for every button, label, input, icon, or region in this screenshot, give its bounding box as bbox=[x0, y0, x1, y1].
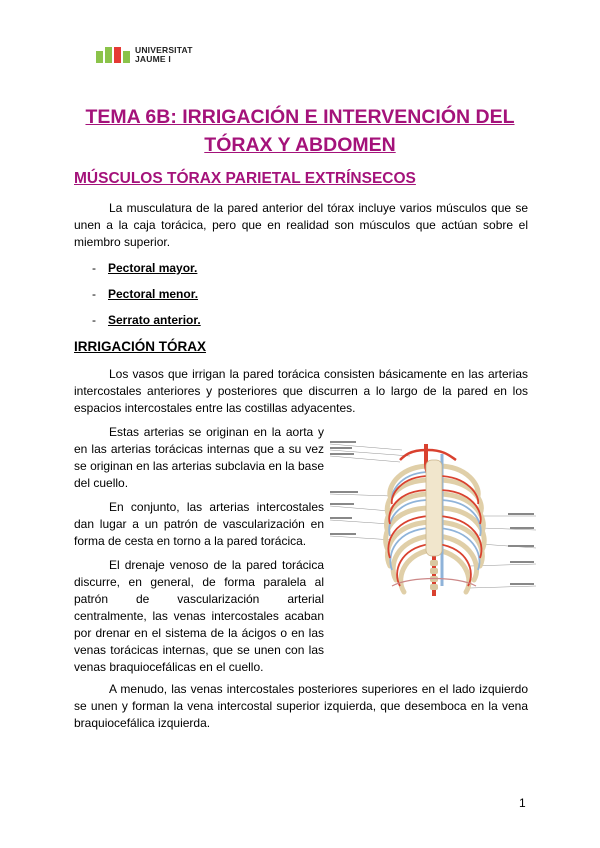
paragraph: En conjunto, las arterias intercostales dan lugar a un patrón de vascularización en forma de cesta en torno a la pared torácica. bbox=[74, 500, 324, 548]
paragraph: El drenaje venoso de la pared torácica discurre, en general, de forma paralela al patrón de vascularización arterial centralmente, las venas intercostales acaban por drenar en el sistema de la ácigos o en las venas torácicas internas, que se unen con las venas braquiocefálicas en el cuello. bbox=[74, 558, 324, 674]
section2-heading: IRRIGACIÓN TÓRAX bbox=[74, 339, 207, 354]
title-line2: TÓRAX Y ABDOMEN bbox=[204, 134, 396, 156]
page-title bbox=[60, 103, 540, 159]
logo-line2: JAUME I bbox=[135, 54, 171, 64]
bullet-text: Serrato anterior. bbox=[108, 313, 201, 327]
bullet-item: - Pectoral mayor. bbox=[92, 261, 198, 275]
page-number: 1 bbox=[519, 796, 526, 810]
paragraph: A menudo, las venas intercostales posteriores superiores en el lado izquierdo se unen y forman la vena intercostal superior izquierda, que desemboca en la vena braquiocefálica izquierda. bbox=[74, 682, 528, 730]
title-line1: TEMA 6B: IRRIGACIÓN E INTERVENCIÓN DEL bbox=[85, 106, 515, 128]
thorax-vascular-figure bbox=[330, 436, 536, 616]
bullet-text: Pectoral mayor. bbox=[108, 261, 198, 275]
logo-line1: UNIVERSITAT bbox=[135, 45, 193, 55]
bullet-text: Pectoral menor. bbox=[108, 287, 199, 301]
paragraph: Los vasos que irrigan la pared torácica consisten básicamente en las arterias intercostales anteriores y posteriores que discurren a lo largo de la pared en los espacios intercostales entre las costillas adyacentes. bbox=[74, 367, 528, 415]
bullet-item: - Pectoral menor. bbox=[92, 287, 199, 301]
bullet-item: - Serrato anterior. bbox=[92, 313, 201, 327]
section1-heading: MÚSCULOS TÓRAX PARIETAL EXTRÍNSECOS bbox=[74, 170, 416, 187]
university-logo bbox=[96, 46, 193, 64]
paragraph: Estas arterias se originan en la aorta y en las arterias torácicas internas que a su vez se originan en las arterias subclavia en la base del cuello. bbox=[74, 425, 324, 490]
section1-intro: La musculatura de la pared anterior del tórax incluye varios músculos que se unen a la caja torácica, pero que en realidad son músculos que actúan sobre el miembro superior. bbox=[74, 201, 528, 249]
uji-logo-icon bbox=[96, 47, 130, 63]
